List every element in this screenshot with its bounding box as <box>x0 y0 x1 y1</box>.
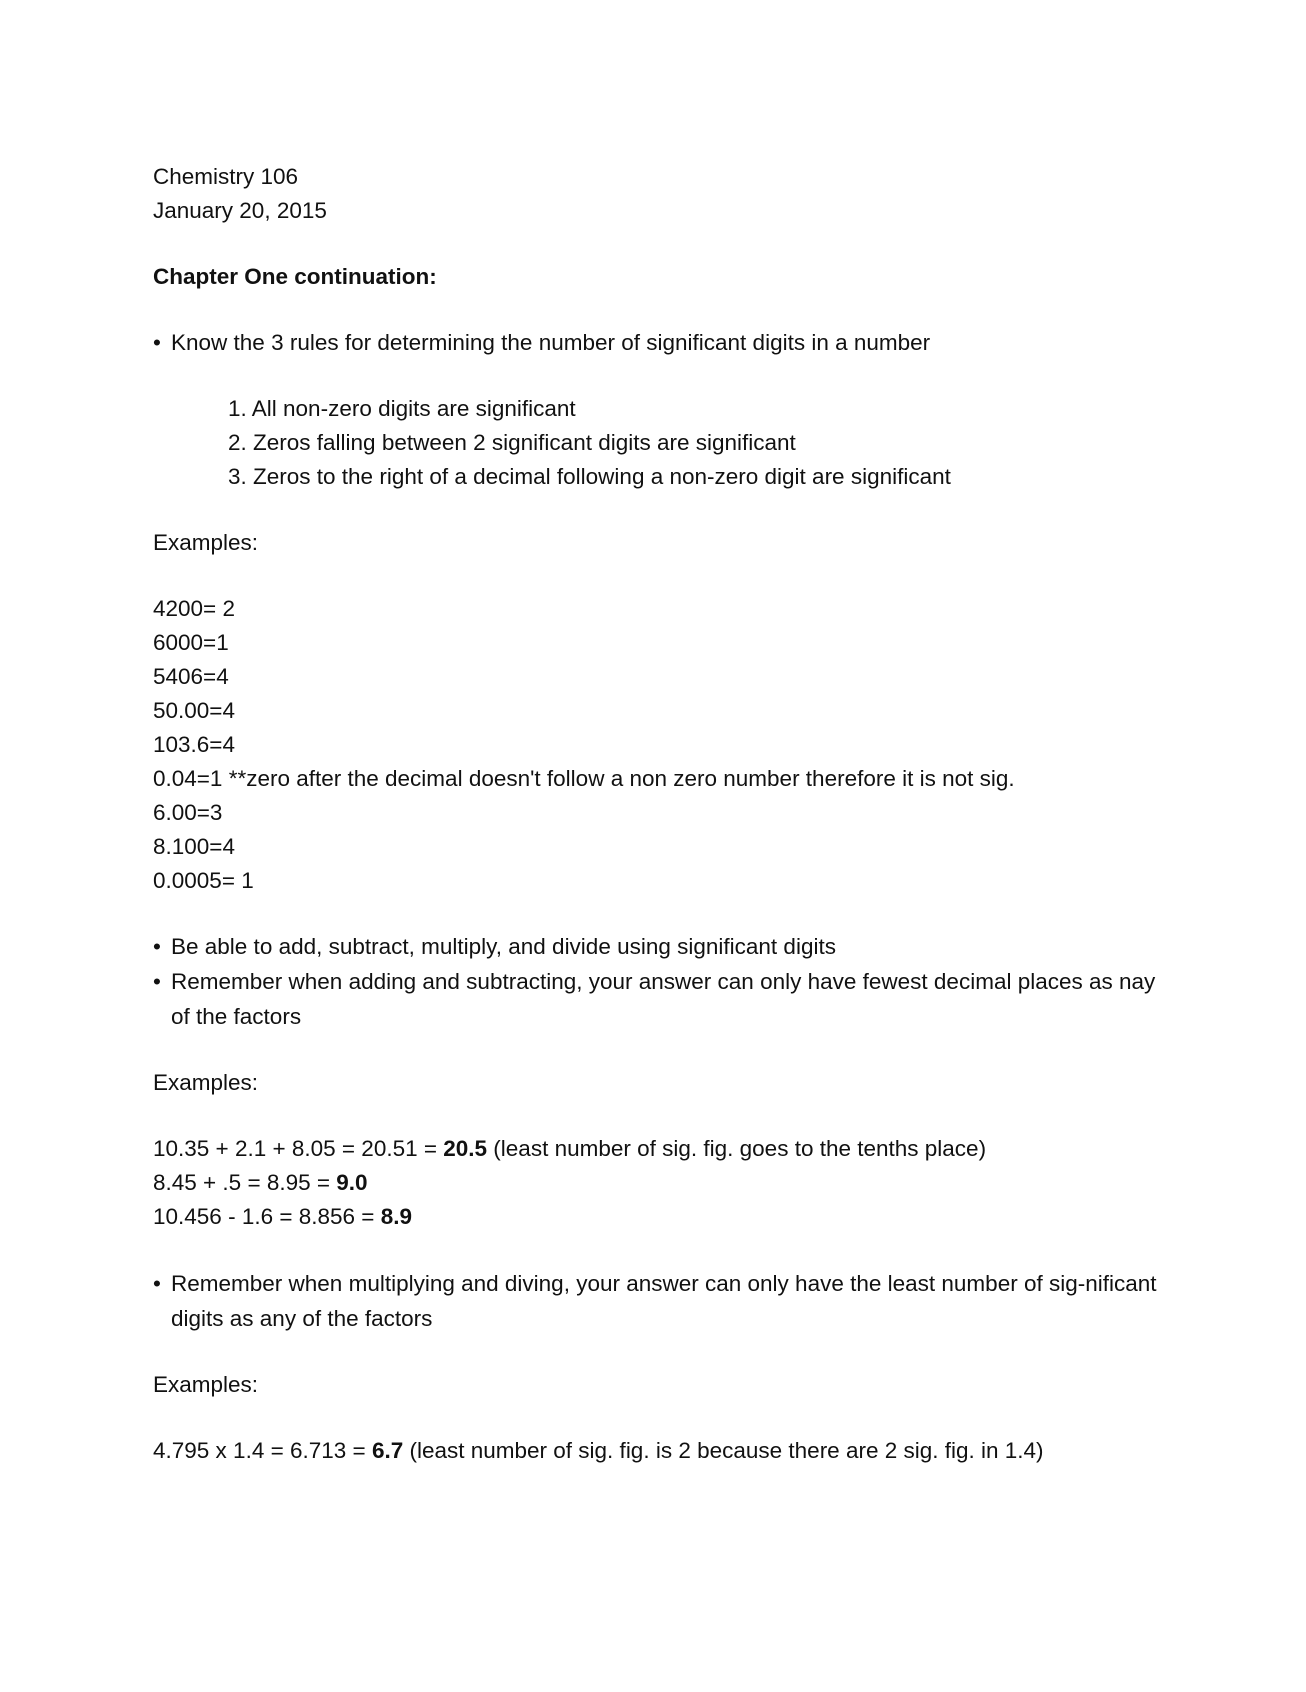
rule-item: 1. All non-zero digits are significant <box>228 396 576 421</box>
examples-label: Examples: <box>153 530 259 555</box>
sig-example: 0.0005= 1 <box>153 868 254 893</box>
answer: 20.5 <box>443 1136 488 1161</box>
add-example: 8.45 + .5 = 8.95 = 9.0 <box>153 1170 368 1195</box>
answer: 8.9 <box>380 1204 412 1229</box>
rule-item: 3. Zeros to the right of a decimal following a non-zero digit are significant <box>228 464 951 489</box>
sig-example: 6.00=3 <box>153 800 223 825</box>
bullet-sig-rules: • Know the 3 rules for determining the number of significant digits in a number <box>153 326 1163 360</box>
answer: 6.7 <box>371 1438 404 1463</box>
sig-example: 6000=1 <box>153 630 229 655</box>
course-title: Chemistry 106 <box>153 164 299 189</box>
sig-example: 103.6=4 <box>153 732 235 757</box>
rule-item: 2. Zeros falling between 2 significant digits are significant <box>228 430 796 455</box>
add-example: 10.456 - 1.6 = 8.856 = 8.9 <box>153 1204 412 1229</box>
examples-label: Examples: <box>153 1372 259 1397</box>
mult-examples-list <box>153 1434 1163 1468</box>
notes-body <box>153 160 1163 1468</box>
answer: 9.0 <box>336 1170 368 1195</box>
add-examples-list <box>153 1132 1163 1234</box>
rules-list <box>153 392 1163 494</box>
mult-example: 4.795 x 1.4 = 6.713 = 6.7 (least number of sig. fig. is 2 because there are 2 sig. fig. in 1.4) <box>153 1438 1044 1463</box>
bullet-operations: • Be able to add, subtract, multiply, and divide using significant digits <box>153 930 1163 964</box>
section-heading: Chapter One continuation: <box>153 264 437 289</box>
sig-example: 4200= 2 <box>153 596 235 621</box>
add-example: 10.35 + 2.1 + 8.05 = 20.51 = 20.5 (least number of sig. fig. goes to the tenths place) <box>153 1136 987 1161</box>
sig-example: 0.04=1 **zero after the decimal doesn't follow a non zero number therefore it is not sig. <box>153 766 1015 791</box>
bullet-add-subtract-rule: • Remember when adding and subtracting, your answer can only have fewest decimal places as nay of the factors <box>153 964 1163 1034</box>
lecture-date: January 20, 2015 <box>153 198 327 223</box>
sig-example: 5406=4 <box>153 664 229 689</box>
sig-examples-list <box>153 592 1163 898</box>
bullet-multiply-divide-rule: • Remember when multiplying and diving, your answer can only have the least number of sig-nificant digits as any of the factors <box>153 1266 1163 1336</box>
sig-example: 8.100=4 <box>153 834 235 859</box>
examples-label: Examples: <box>153 1070 259 1095</box>
sig-example: 50.00=4 <box>153 698 235 723</box>
